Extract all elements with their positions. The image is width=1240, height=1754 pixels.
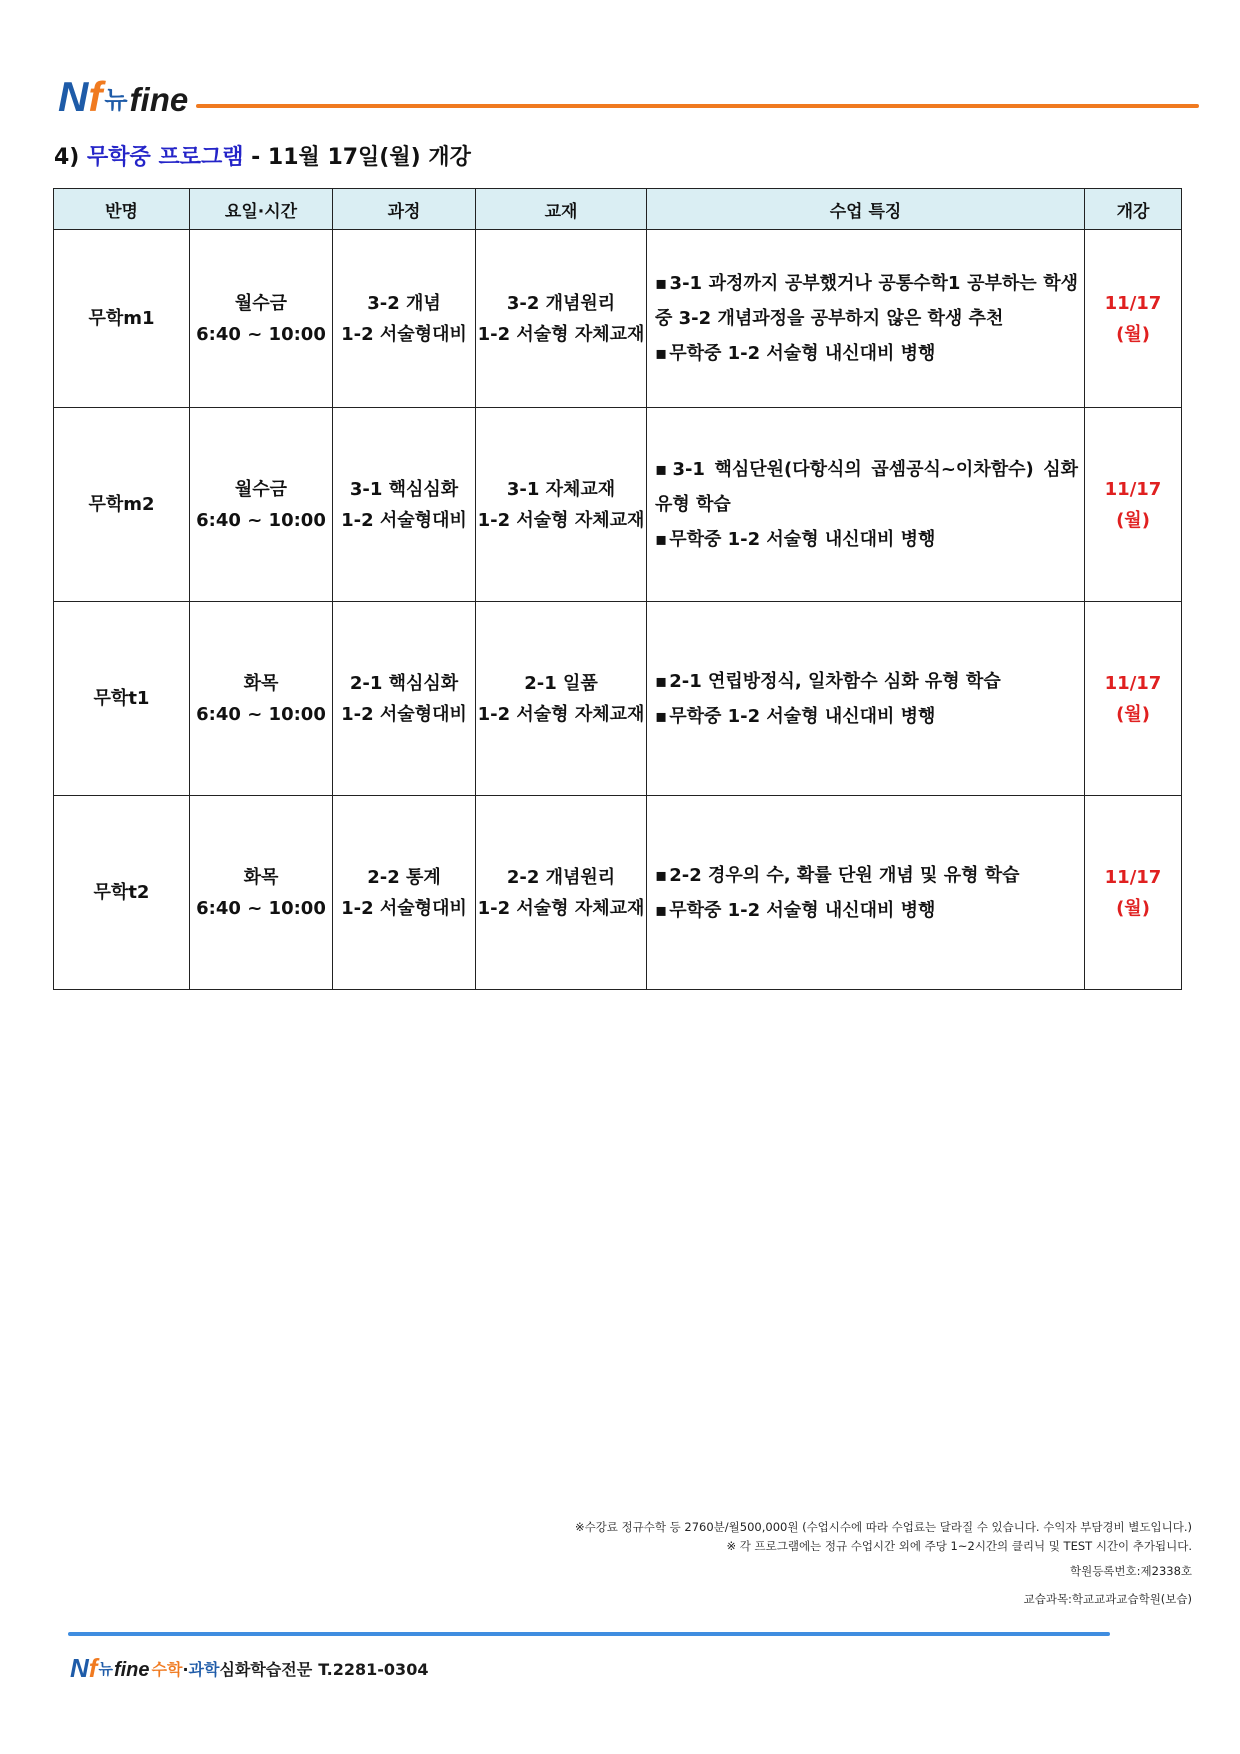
footer-notes (575, 1518, 1192, 1609)
features-cell (647, 230, 1085, 408)
table-header-row (54, 189, 1182, 230)
class-name: 무학m2 (54, 408, 190, 602)
table-row (54, 230, 1182, 408)
footer-divider (68, 1632, 1110, 1636)
course-cell: 3-2 개념 1-2 서술형대비 (333, 230, 476, 408)
schedule-cell: 화목 6:40 ~ 10:00 (190, 796, 333, 990)
footer-phone: T.2281-0304 (318, 1660, 429, 1679)
header-course: 과정 (333, 189, 476, 230)
open-date-cell: 11/17 (월) (1085, 230, 1182, 408)
schedule-table (53, 188, 1182, 990)
course-cell: 2-1 핵심심화 1-2 서술형대비 (333, 602, 476, 796)
nf-logo-mark: Nf (58, 73, 103, 120)
textbook-cell: 3-2 개념원리 1-2 서술형 자체교재 (476, 230, 647, 408)
textbook-cell: 2-1 일품 1-2 서술형 자체교재 (476, 602, 647, 796)
teaching-subject: 교습과목:학교교과교습학원(보습) (1023, 1592, 1192, 1606)
feature-item: ▪ 무학중 1-2 서술형 내신대비 병행 (655, 699, 1078, 734)
feature-item: ▪ 무학중 1-2 서술형 내신대비 병행 (655, 336, 1078, 371)
feature-item: ▪ 3-1 과정까지 공부했거나 공통수학1 공부하는 학생 중 3-2 개념과정을 공부하지 않은 학생 추천 (655, 266, 1078, 336)
section-title: 4) 무학중 프로그램 - 11월 17일(월) 개강 (54, 145, 471, 170)
registration-number: 학원등록번호:제2338호 (1069, 1564, 1192, 1578)
table-row (54, 796, 1182, 990)
header-divider (196, 104, 1199, 108)
feature-item: ▪ 3-1 핵심단원(다항식의 곱셈공식~이차함수) 심화유형 학습 (655, 452, 1078, 522)
features-cell (647, 408, 1085, 602)
section-title-highlight: 무학중 프로그램 (87, 145, 244, 170)
class-name: 무학m1 (54, 230, 190, 408)
open-date-cell: 11/17 (월) (1085, 602, 1182, 796)
schedule-cell: 월수금 6:40 ~ 10:00 (190, 408, 333, 602)
clinic-note: ※ 각 프로그램에는 정규 수업시간 외에 주당 1~2시간의 클리닉 및 TEST 시간이 추가됩니다. (726, 1539, 1192, 1553)
header-open-date: 개강 (1085, 189, 1182, 230)
feature-item: ▪ 무학중 1-2 서술형 내신대비 병행 (655, 893, 1078, 928)
header-logo (58, 73, 189, 120)
features-cell (647, 796, 1085, 990)
nf-logo-mark: Nf (70, 1653, 98, 1683)
fee-note: ※수강료 정규수학 등 2760분/월500,000원 (수업시수에 따라 수업료는 달라질 수 있습니다. 수익자 부담경비 별도입니다.) (574, 1520, 1192, 1534)
course-cell: 3-1 핵심심화 1-2 서술형대비 (333, 408, 476, 602)
logo-nyu-text: 뉴 (104, 86, 128, 114)
course-cell: 2-2 통계 1-2 서술형대비 (333, 796, 476, 990)
features-cell (647, 602, 1085, 796)
open-date-cell: 11/17 (월) (1085, 796, 1182, 990)
feature-item: ▪ 2-1 연립방정식, 일차함수 심화 유형 학습 (655, 664, 1078, 699)
feature-item: ▪ 2-2 경우의 수, 확률 단원 개념 및 유형 학습 (655, 858, 1078, 893)
schedule-cell: 화목 6:40 ~ 10:00 (190, 602, 333, 796)
class-name: 무학t2 (54, 796, 190, 990)
feature-item: ▪ 무학중 1-2 서술형 내신대비 병행 (655, 522, 1078, 557)
logo-fine-text: fine (129, 81, 189, 118)
header-schedule: 요일·시간 (190, 189, 333, 230)
footer-logo (70, 1655, 428, 1681)
header-class-name: 반명 (54, 189, 190, 230)
textbook-cell: 2-2 개념원리 1-2 서술형 자체교재 (476, 796, 647, 990)
logo-fine-text: fine (113, 1659, 150, 1681)
textbook-cell: 3-1 자체교재 1-2 서술형 자체교재 (476, 408, 647, 602)
logo-nyu-text: 뉴 (98, 1660, 113, 1678)
open-date-cell: 11/17 (월) (1085, 408, 1182, 602)
header-textbook: 교재 (476, 189, 647, 230)
class-name: 무학t1 (54, 602, 190, 796)
header-features: 수업 특징 (647, 189, 1085, 230)
schedule-cell: 월수금 6:40 ~ 10:00 (190, 230, 333, 408)
table-row (54, 602, 1182, 796)
footer-slogan: 수학·과학심화학습전문 T.2281-0304 (151, 1660, 429, 1679)
table-row (54, 408, 1182, 602)
